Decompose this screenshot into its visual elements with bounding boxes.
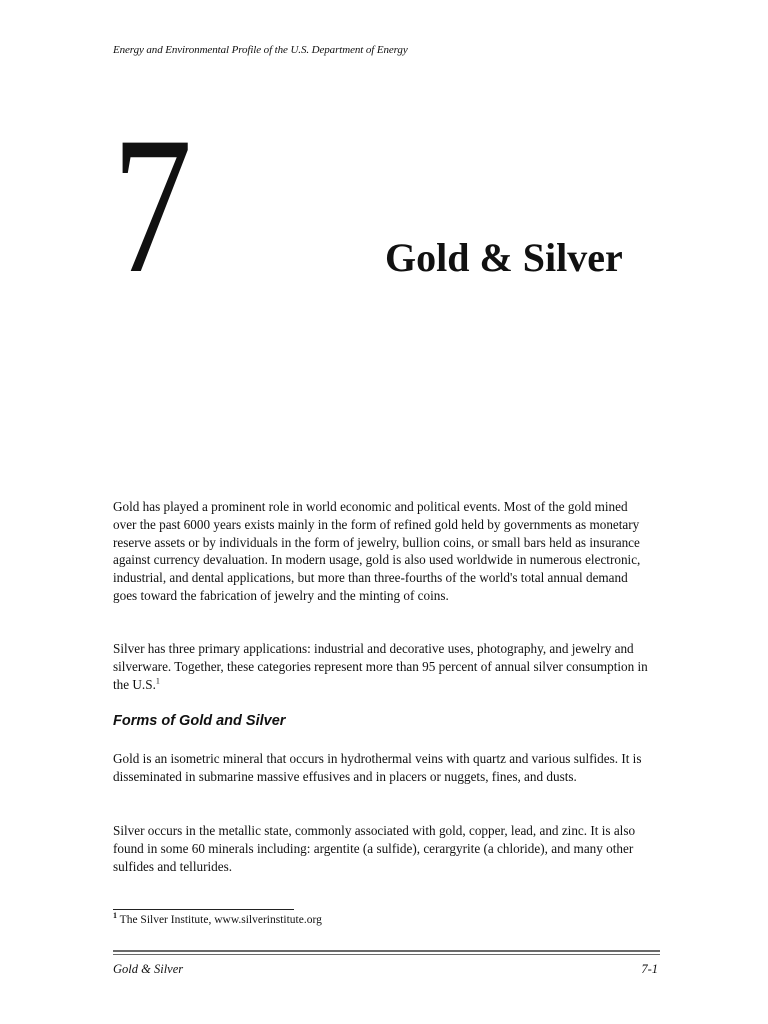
footnote <box>113 911 322 926</box>
footer-chapter-title: Gold & Silver <box>113 962 184 976</box>
body-paragraph-gold-intro: Gold has played a prominent role in world economic and political events. Most of the gold mined over the past 6000 years exists mainly in the form of refined gold held by governments as monetary reserve assets or by individuals in the form of jewelry, bullion coins, or small bars held as insurance against currency devaluation. In modern usage, gold is also used worldwide in numerous electronic, industrial, and dental applications, but more than three-fourths of the world's total annual demand goes toward the fabrication of jewelry and the minting of coins. <box>113 499 641 603</box>
chapter-number: 7 <box>112 97 193 314</box>
footnote-divider <box>113 909 294 910</box>
body-paragraph-silver-forms: Silver occurs in the metallic state, commonly associated with gold, copper, lead, and zinc. It is also found in some 60 minerals including: argentite (a sulfide), cerargyrite (a chloride), and many other sulfides and tellurides. <box>113 823 636 874</box>
section-heading: Forms of Gold and Silver <box>113 713 286 729</box>
page-number: 7-1 <box>641 962 658 976</box>
footer-rule-thick <box>113 950 660 952</box>
chapter-title: Gold & Silver <box>385 235 623 280</box>
body-paragraph-silver-intro <box>113 640 653 693</box>
footnote-reference[interactable]: 1 <box>155 676 160 686</box>
footnote-text: The Silver Institute, www.silverinstitute.org <box>117 914 322 926</box>
body-paragraph-silver-text: Silver has three primary applications: industrial and decorative uses, photography, and jewelry and silverware. Together, these categories represent more than 95 percent of annual silver consumption in the U.S. <box>113 641 648 692</box>
running-header: Energy and Environmental Profile of the U.S. Department of Energy <box>113 44 408 56</box>
body-paragraph-gold-forms: Gold is an isometric mineral that occurs in hydrothermal veins with quartz and various sulfides. It is disseminated in submarine massive effusives and in placers or nuggets, fines, and dusts. <box>113 751 642 784</box>
footer-rule-thin <box>113 954 660 955</box>
footnote-marker: 1 <box>113 911 117 921</box>
